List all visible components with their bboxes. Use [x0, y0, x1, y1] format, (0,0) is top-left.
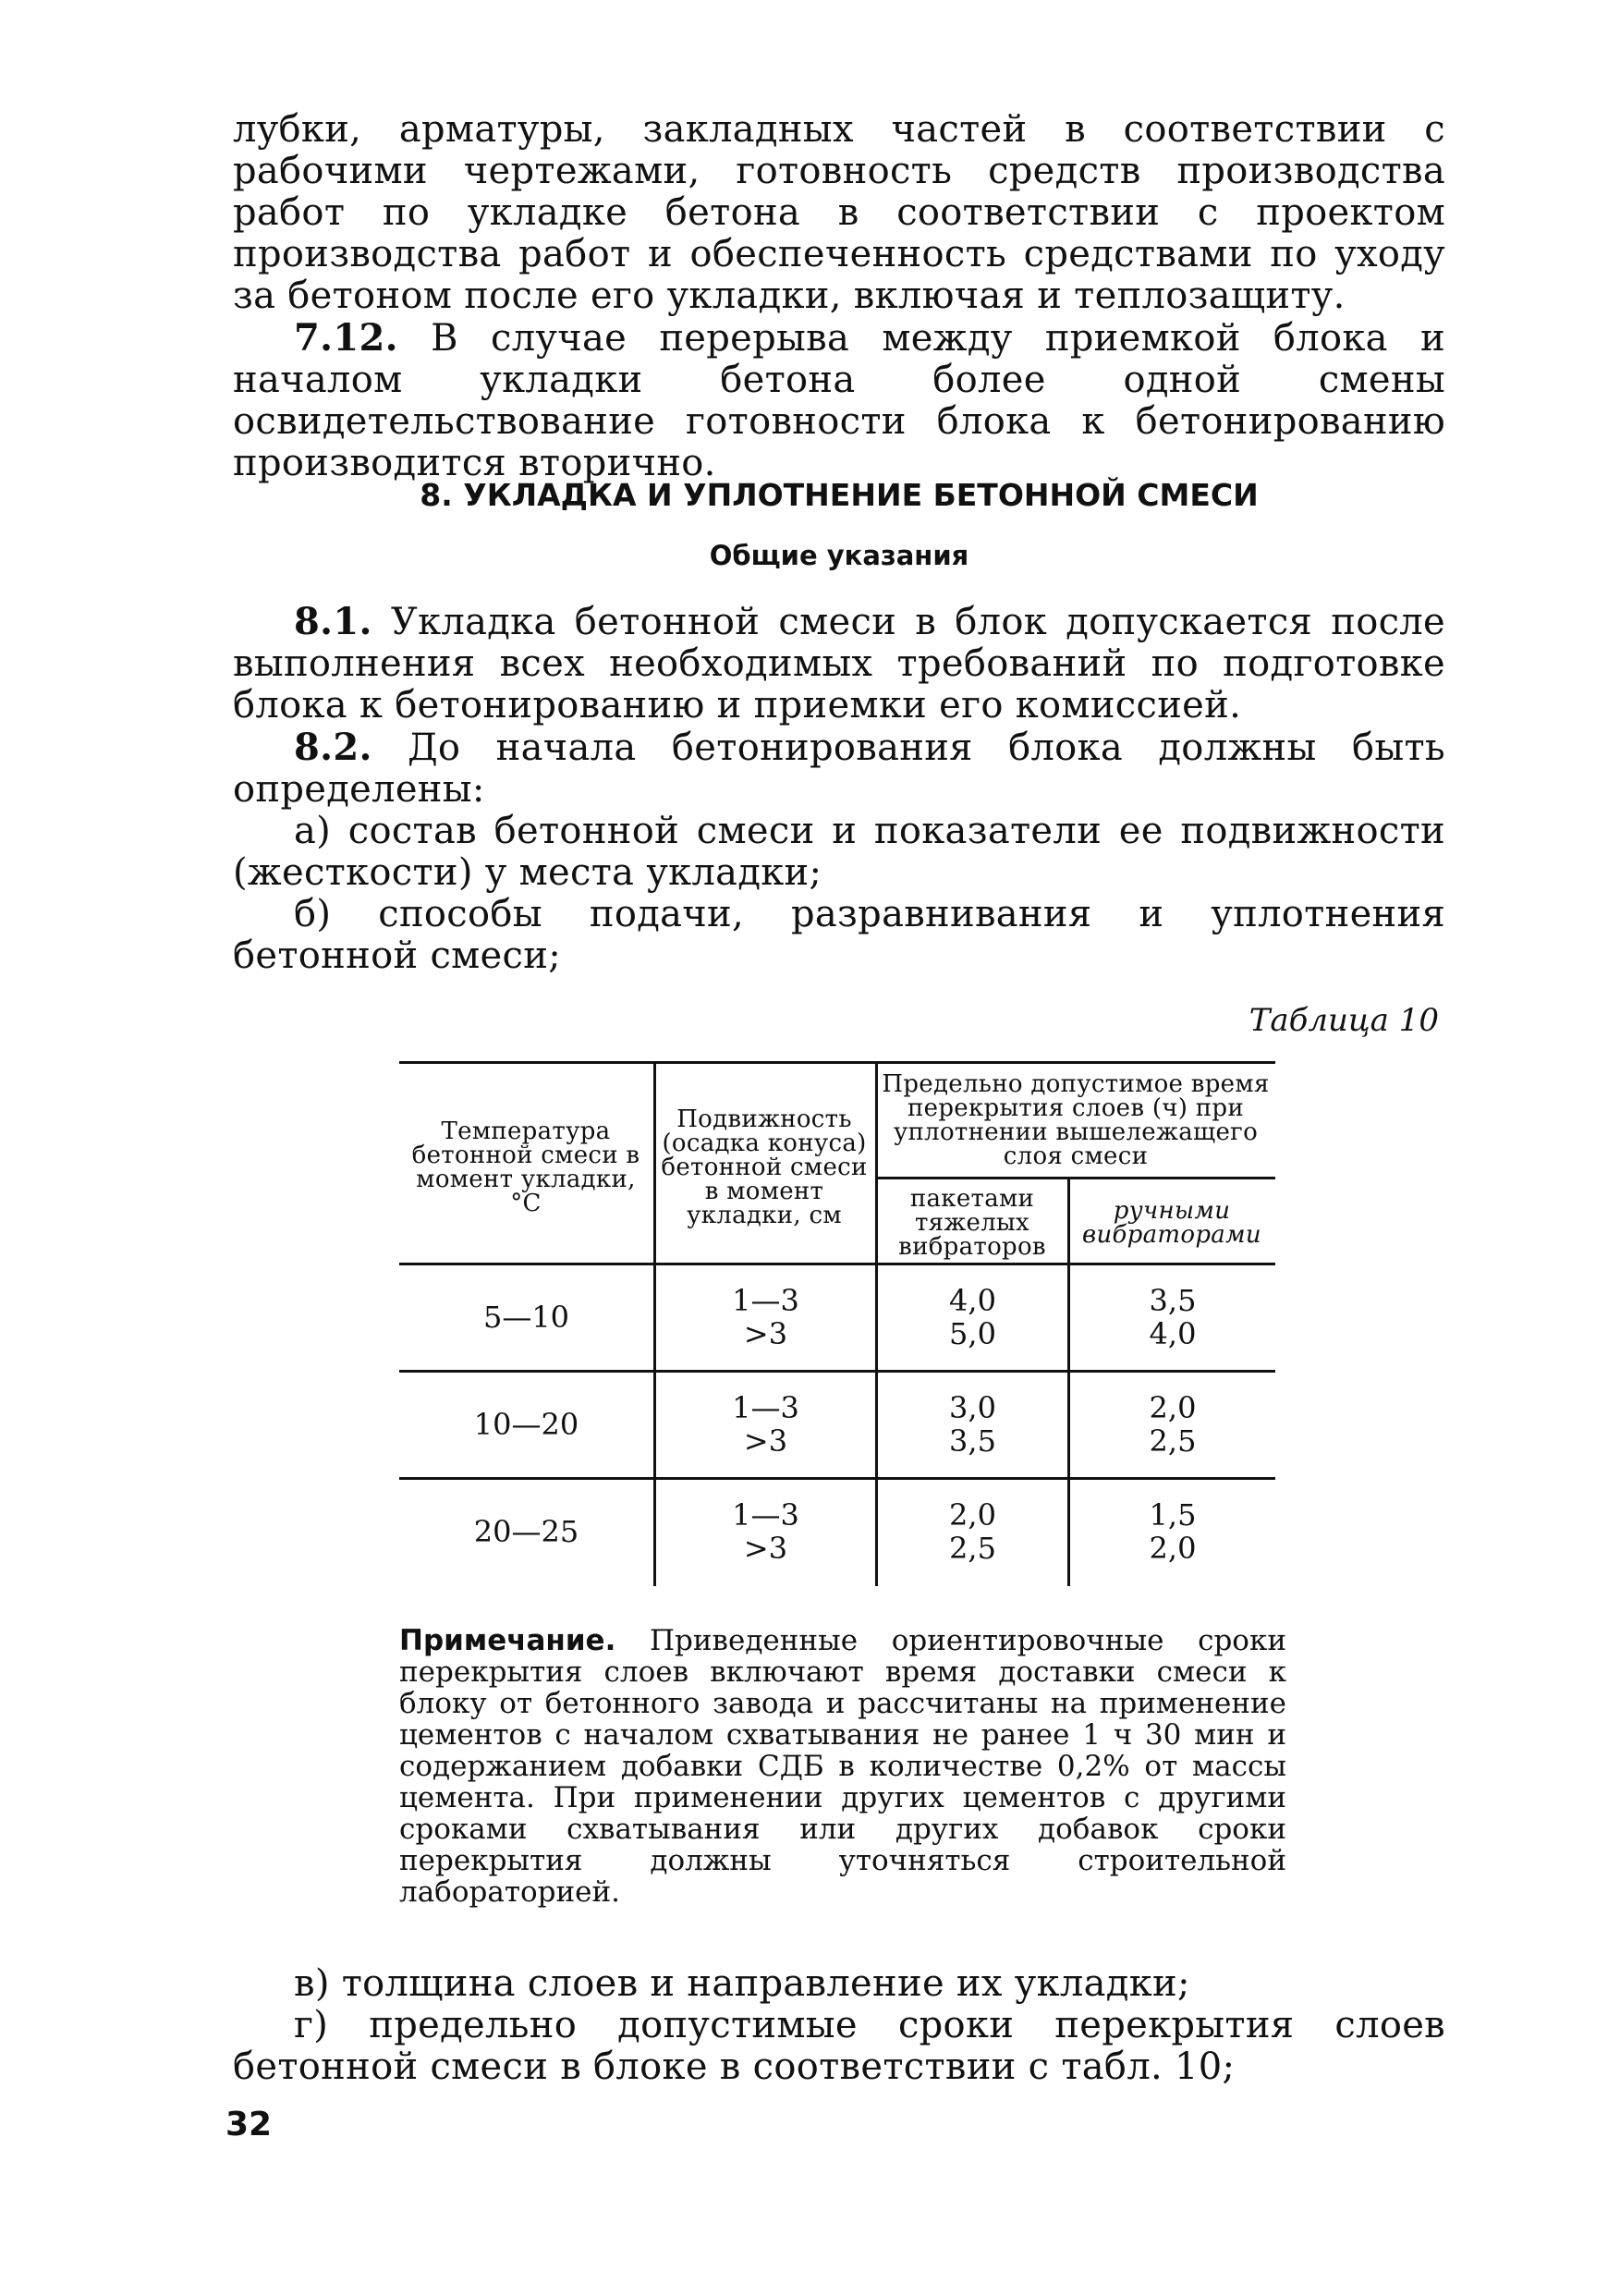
value-line: 4,0: [1149, 1316, 1197, 1351]
value-line: 1—3: [732, 1390, 799, 1425]
table-cell-mobility: [656, 1374, 875, 1475]
table-rule: [399, 1370, 1275, 1373]
table-cell-mobility: [656, 1481, 875, 1582]
table-10: [399, 1061, 1275, 1586]
section-title: 8. УКЛАДКА И УПЛОТНЕНИЕ БЕТОННОЙ СМЕСИ: [420, 477, 1259, 513]
list-item-v: в) толщина слоев и направление их укладки;: [294, 1962, 1190, 2005]
value-line: >3: [743, 1531, 788, 1566]
value-line: 2,5: [949, 1531, 996, 1566]
table-rule: [399, 1263, 1275, 1265]
header-temperature: Температура бетонной смеси в момент укладки, °C: [411, 1117, 640, 1217]
table-rule: [875, 1177, 1275, 1179]
table-cell-packs: [878, 1481, 1067, 1582]
table-cell-manual: [1070, 1266, 1275, 1368]
text-block-bottom: [233, 1963, 1445, 2088]
clause-number: 8.1.: [294, 600, 372, 643]
table-cell-temp: 20—25: [473, 1514, 579, 1549]
value-line: 2,0: [1149, 1390, 1197, 1425]
text-block-middle: [233, 601, 1445, 977]
text-block-top: [233, 109, 1445, 484]
table-cell-packs: [878, 1266, 1067, 1368]
value-line: 5,0: [949, 1316, 996, 1351]
clause-number: 7.12.: [294, 316, 398, 360]
list-item-g: г) предельно допустимые сроки перекрытия слоев бетонной смеси в блоке в соответствии с табл. 10;: [233, 2004, 1445, 2088]
paragraph-8-1: [233, 601, 1445, 727]
clause-text: В случае перерыва между приемкой блока и началом укладки бетона более одной смены освидетельствование готовности блока к бетонированию производится вторично.: [233, 317, 1445, 484]
table-note: [399, 1625, 1286, 1908]
value-line: 1,5: [1149, 1497, 1197, 1533]
clause-text: Укладка бетонной смеси в блок допускается после выполнения всех необходимых требований по подготовке блока к бетонированию и приемки его комиссией.: [233, 601, 1445, 727]
list-item-a: а) состав бетонной смеси и показатели ее подвижности (жесткости) у места укладки;: [233, 810, 1445, 894]
table-cell-manual: [1070, 1481, 1275, 1582]
table-cell-packs: [878, 1374, 1067, 1475]
paragraph-continuation: лубки, арматуры, закладных частей в соответствии с рабочими чертежами, готовность средств производства работ по укладке бетона в соответствии с проектом производства работ и обеспеченность средствами по уходу за бетоном после его укладки, включая и теплозащиту.: [233, 108, 1445, 317]
clause-number: 8.2.: [294, 726, 372, 769]
value-line: 3,0: [949, 1390, 996, 1425]
paragraph-7-12: [233, 317, 1445, 484]
header-time-group-text: Предельно допустимое время перекрытия слоев (ч) при уплотнении вышележащего слоя смеси: [882, 1070, 1270, 1170]
value-line: 4,0: [949, 1283, 996, 1318]
value-line: 2,0: [1149, 1531, 1197, 1566]
table-cell-mobility: [656, 1266, 875, 1368]
value-line: 1—3: [732, 1497, 799, 1533]
table-cell-temp: 10—20: [473, 1407, 579, 1442]
table-rule: [399, 1477, 1275, 1480]
table-rule: [399, 1061, 1275, 1064]
table-cell-temp: 5—10: [482, 1300, 570, 1335]
list-item-b: б) способы подачи, разравнивания и уплотнения бетонной смеси;: [233, 893, 1445, 977]
value-line: >3: [743, 1423, 788, 1459]
page-number: 32: [225, 2106, 273, 2143]
header-time-group: [882, 1069, 1270, 1172]
header-mobility: Подвижность (осадка конуса) бетонной смеси в момент укладки, см: [661, 1105, 868, 1229]
note-title: Примечание.: [399, 1624, 616, 1657]
table-cell-manual: [1070, 1374, 1275, 1475]
header-manual: ручными вибраторами: [1082, 1197, 1261, 1249]
header-packs: пакетами тяжелых вибраторов: [898, 1185, 1046, 1261]
value-line: 3,5: [1149, 1283, 1197, 1318]
table-caption: Таблица 10: [1248, 1002, 1439, 1039]
section-subtitle: Общие указания: [709, 540, 969, 571]
note-text: Приведенные ориентировочные сроки перекрытия слоев включают время доставки смеси к блоку от бетонного завода и рассчитаны на применение цементов с началом схватывания не ранее 1 ч 30 мин и содержанием добавки СДБ в количестве 0,2% от массы цемента. При применении других цементов с другими сроками схватывания или других добавок сроки перекрытия должны уточняться строительной лабораторией.: [399, 1624, 1286, 1909]
value-line: 3,5: [949, 1423, 996, 1459]
value-line: 2,5: [1149, 1423, 1197, 1459]
value-line: 2,0: [949, 1497, 996, 1533]
paragraph-8-2: [233, 727, 1445, 811]
clause-text: До начала бетонирования блока должны быть определены:: [233, 727, 1445, 811]
value-line: >3: [743, 1316, 788, 1351]
value-line: 1—3: [732, 1283, 799, 1318]
